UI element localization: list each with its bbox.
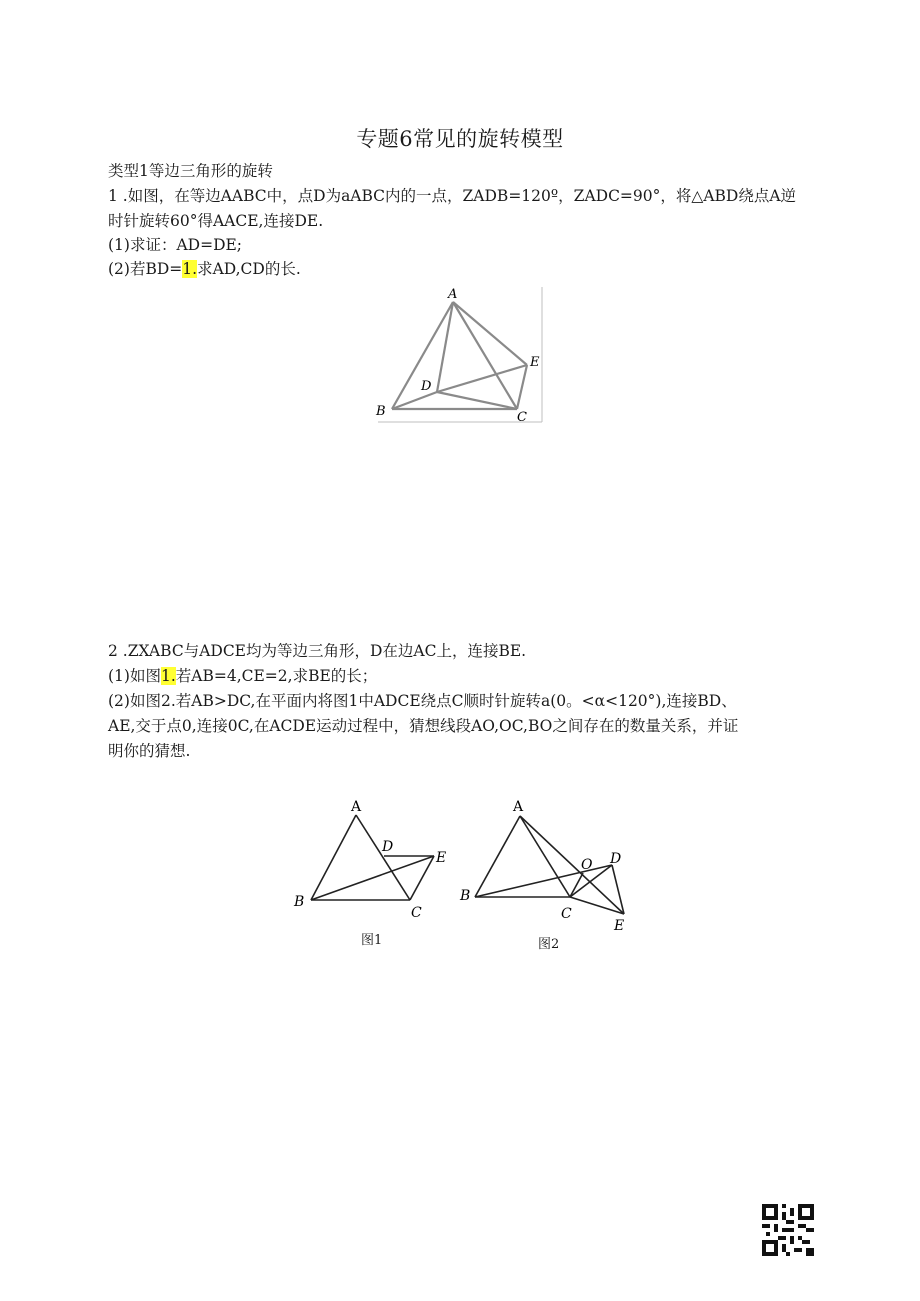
segment-AB [311,815,356,900]
q1-statement-line1: 1 .如图，在等边AABC中，点D为aABC内的一点，ZADB=120º，ZADC=90°，将△ABD绕点A逆 [108,187,797,205]
label-C: C [411,905,422,921]
segment-AE [520,816,624,914]
label-A: A [448,287,458,302]
q1-part2-suffix: 求AD,CD的长. [197,260,301,278]
label-B: B [460,888,471,904]
q2-part1-suffix: 若AB=4,CE=2,求BE的长； [175,667,378,685]
label-E: E [436,850,447,866]
segment-AC [453,302,517,409]
label-B: B [294,894,305,910]
label-A: A [513,799,524,815]
q1-triangle-lines [392,302,527,409]
q1-part2-prefix: (2)若BD= [108,260,183,278]
fig1-caption: 图1 [361,933,383,948]
segment-AE [453,302,527,365]
label-O: O [581,857,593,873]
label-E: E [614,918,625,934]
q1-part1: (1)求证：AD=DE; [108,236,243,254]
segment-DE [612,865,624,914]
qr-code-icon [762,1204,814,1256]
q2-figure-2 [455,792,635,937]
label-D: D [610,851,622,867]
segment-AB [475,816,520,897]
segment-AC [356,815,410,900]
label-B: B [376,404,386,419]
q2-part2-line3: 明你的猜想. [108,742,191,760]
label-E: E [530,355,540,370]
label-A: A [351,799,362,815]
q2-part2-line2: AE,交于点0,连接0C,在ACDE运动过程中，猜想线段AO,OC,BO之间存在的数量关系，并证 [108,717,739,735]
segment-BD [392,392,437,409]
page-title: 专题6常见的旋转模型 [356,127,564,151]
q1-figure [370,282,550,427]
segment-DE [437,365,527,392]
q1-highlight: 1. [182,260,198,278]
q2-part1-prefix: (1)如图 [108,667,161,685]
q2-part1 [108,665,377,687]
q2-fig1-lines [311,815,434,900]
label-D: D [421,379,432,394]
q1-part2 [108,258,301,280]
section-heading: 类型1等边三角形的旋转 [108,162,273,180]
q1-statement-line2: 时针旋转60°得AACE,连接DE. [108,212,324,230]
q2-part2-line1: (2)如图2.若AB>DC,在平面内将图1中ADCE绕点C顺时针旋转a(0。<α<120°),连接BD、 [108,692,737,710]
label-D: D [382,839,394,855]
segment-BE [311,856,434,900]
segment-OC [570,873,583,897]
fig2-caption: 图2 [538,937,560,952]
q2-fig2-lines [475,816,624,914]
label-C: C [561,906,572,922]
label-C: C [517,410,527,425]
q2-statement: 2 .ZXABC与ADCE均为等边三角形，D在边AC上，连接BE. [108,642,527,660]
q2-highlight: 1. [160,667,176,685]
q2-figure-1 [290,792,460,927]
segment-EC [517,365,527,409]
segment-DC [437,392,517,409]
